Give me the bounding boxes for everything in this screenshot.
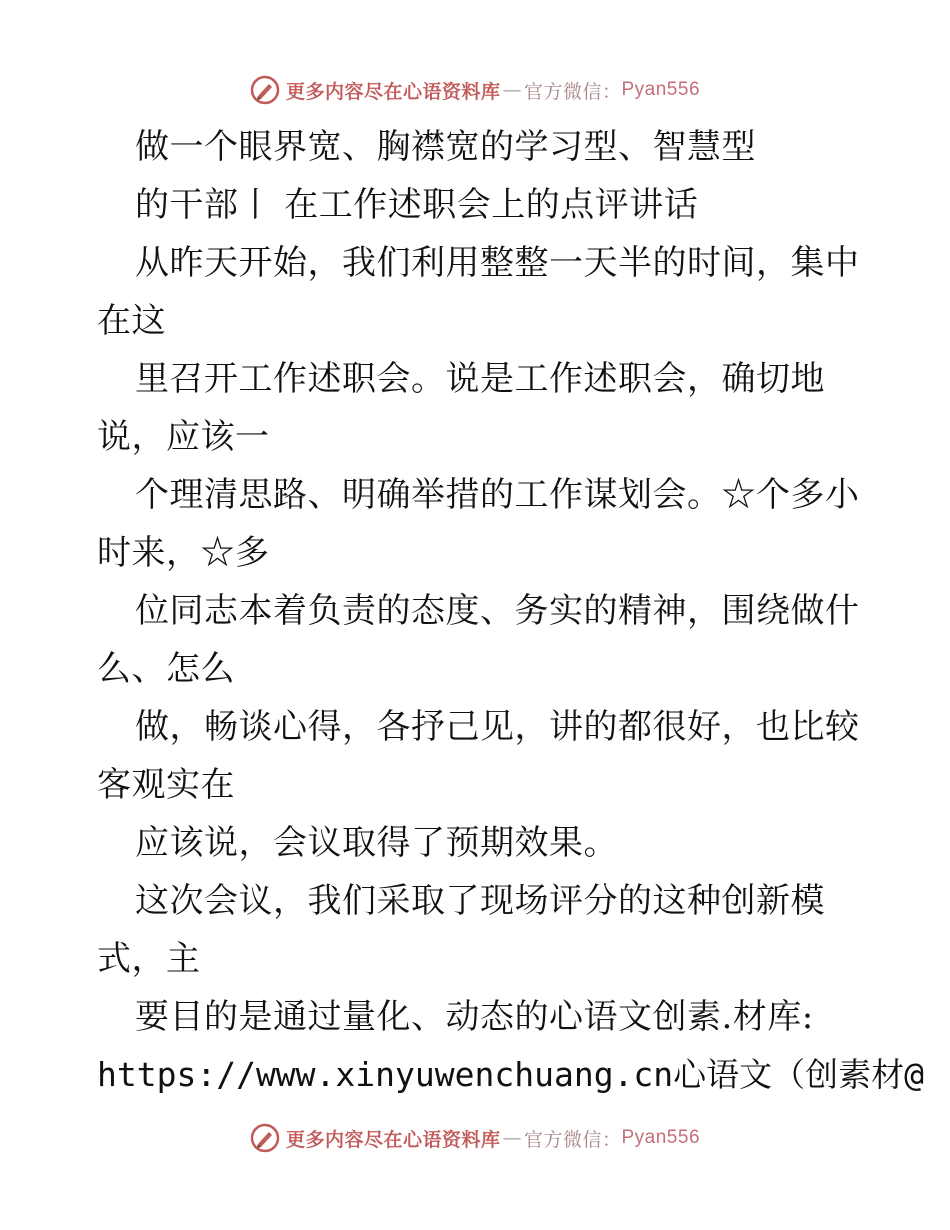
text-line: 么、怎么 (97, 649, 235, 689)
watermark-brand: 更多内容尽在心语资料库 (285, 80, 501, 103)
text-line: 位同志本着负责的态度、务实的精神，围绕做什 (135, 591, 860, 631)
text-line: 从昨天开始，我们利用整整一天半的时间，集中 (135, 243, 860, 283)
watermark-wechat-id: Pyan556 (621, 1127, 701, 1148)
pen-logo-icon (250, 1123, 280, 1153)
watermark-header (0, 70, 950, 110)
watermark-wechat-label: 官方微信： (523, 1128, 622, 1151)
watermark-brand: 更多内容尽在心语资料库 (285, 1128, 501, 1151)
document-body (97, 118, 925, 1104)
text-line: https://www.xinyuwenchuang.cn心语文（创素材@ (97, 1055, 925, 1094)
text-line: 做一个眼界宽、胸襟宽的学习型、智慧型 (135, 127, 756, 167)
watermark-wechat-id: Pyan556 (621, 79, 701, 100)
text-line: 里召开工作述职会。说是工作述职会，确切地 (135, 359, 825, 399)
text-line: 做，畅谈心得，各抒己见，讲的都很好，也比较 (135, 707, 860, 747)
watermark-separator: — (502, 79, 522, 101)
text-line: 在这 (97, 301, 166, 341)
text-line: 时来，☆多 (97, 533, 270, 573)
text-line: 说，应该一 (97, 417, 270, 457)
watermark-wechat-label: 官方微信： (523, 80, 622, 103)
text-line: 要目的是通过量化、动态的心语文创素.材库: (135, 997, 814, 1037)
watermark-separator: — (502, 1127, 522, 1149)
text-line: 个理清思路、明确举措的工作谋划会。☆个多小 (135, 475, 860, 515)
text-line: 这次会议，我们采取了现场评分的这种创新模 (135, 881, 825, 921)
pen-logo-icon (250, 75, 280, 105)
watermark-footer (0, 1118, 950, 1158)
text-line: 的干部丨 在工作述职会上的点评讲话 (135, 185, 699, 225)
text-line: 式，主 (97, 939, 201, 979)
text-line: 客观实在 (97, 765, 235, 805)
text-line: 应该说，会议取得了预期效果。 (135, 823, 618, 863)
